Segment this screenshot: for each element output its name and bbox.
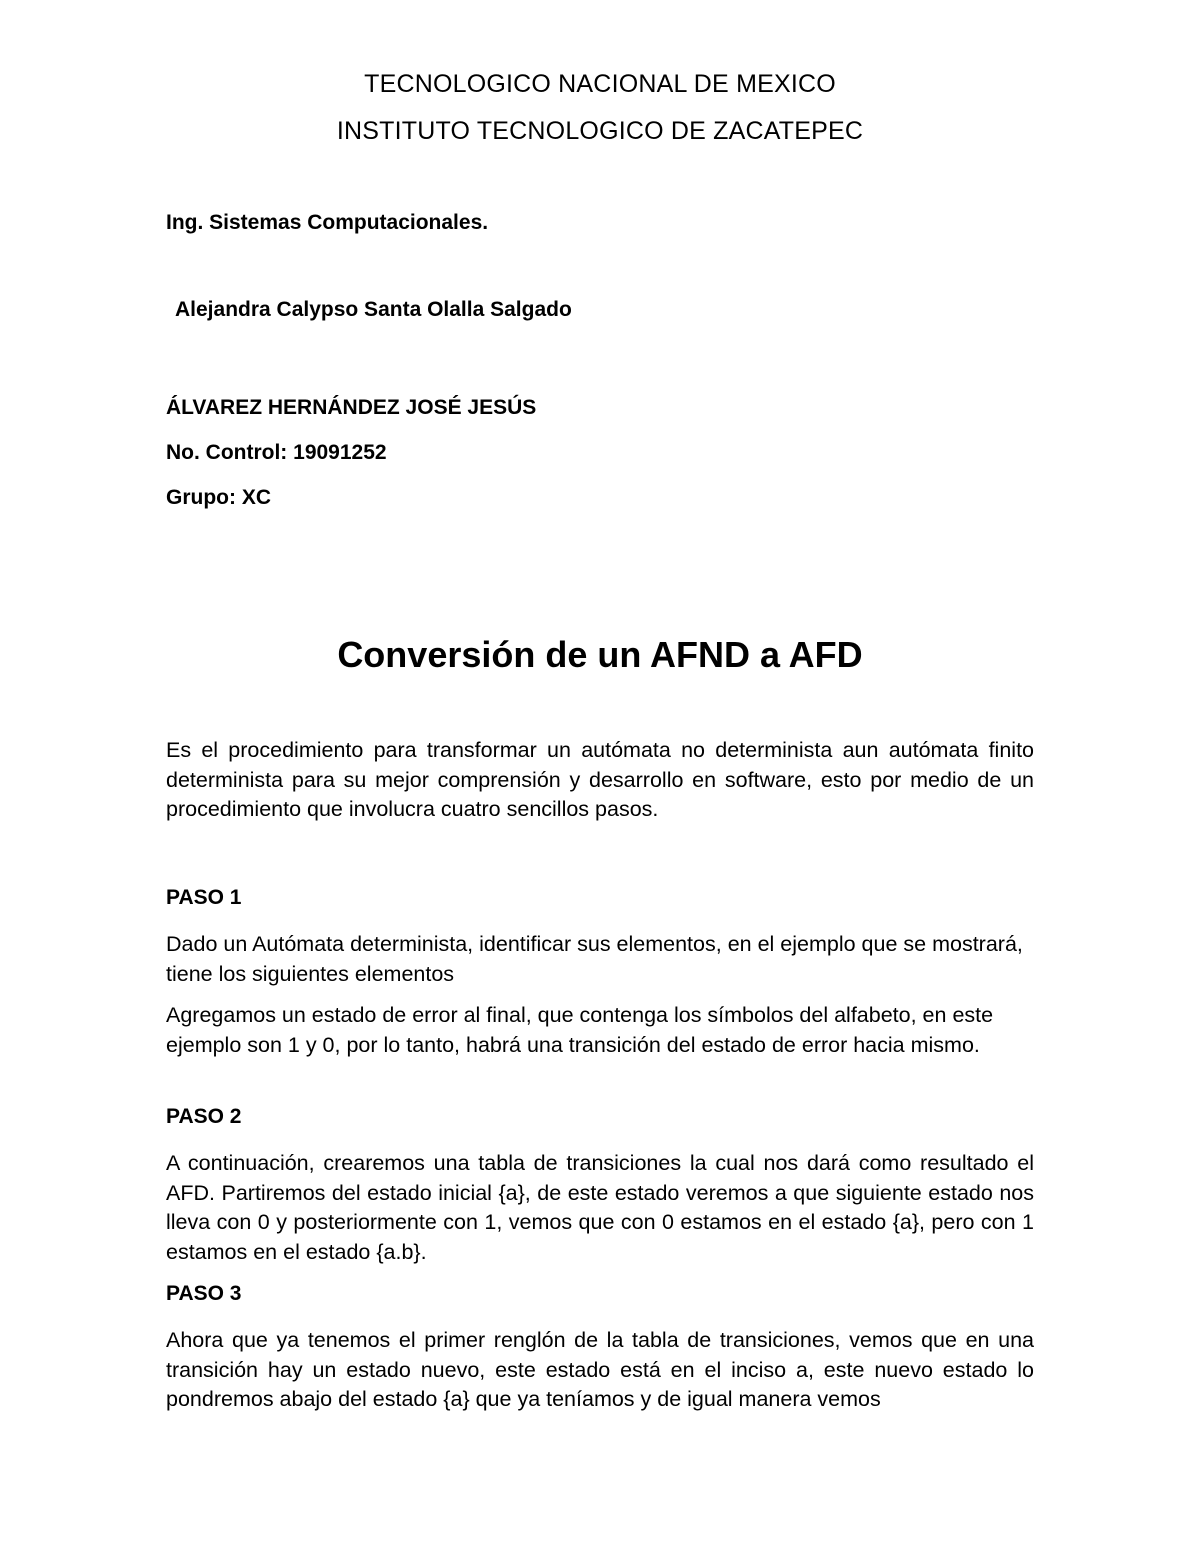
document-title: Conversión de un AFND a AFD — [337, 634, 863, 675]
intro-paragraph: Es el procedimiento para transformar un autómata no determinista aun autómata finito determinista para su mejor comprensión y desarrollo en software, esto por medio de un procedimiento que involucra cuatro sencillos pasos. — [166, 738, 1034, 821]
student-name: ÁLVAREZ HERNÁNDEZ JOSÉ JESÚS — [166, 396, 537, 419]
step-2-paragraph-1: A continuación, crearemos una tabla de transiciones la cual nos dará como resultado el AFD. Partiremos del estado inicial {a}, de este estado veremos a que siguiente estado nos lleva con 0 y posteriormente con 1, vemos que con 0 estamos en el estado {a}, pero con 1 estamos en el estado {a.b}. — [166, 1151, 1034, 1264]
institution-heading: TECNOLOGICO NACIONAL DE MEXICO — [364, 70, 836, 98]
step-3-heading: PASO 3 — [166, 1282, 242, 1305]
group-label: Grupo: XC — [166, 486, 271, 509]
step-3-paragraph-1: Ahora que ya tenemos el primer renglón de la tabla de transiciones, vemos que en una transición hay un estado nuevo, este estado está en el inciso a, este nuevo estado lo pondremos abajo del estado {a} que ya teníamos y de igual manera vemos — [166, 1328, 1034, 1411]
control-number: No. Control: 19091252 — [166, 441, 387, 464]
teacher-name: Alejandra Calypso Santa Olalla Salgado — [175, 298, 572, 321]
career-label: Ing. Sistemas Computacionales. — [166, 211, 489, 234]
campus-heading: INSTITUTO TECNOLOGICO DE ZACATEPEC — [336, 117, 864, 145]
step-1-heading: PASO 1 — [166, 886, 242, 909]
step-2-heading: PASO 2 — [166, 1105, 242, 1128]
step-1-paragraph-2: Agregamos un estado de error al final, que contenga los símbolos del alfabeto, en este ejemplo son 1 y 0, por lo tanto, habrá una transición del estado de error hacia mismo. — [166, 1003, 994, 1057]
step-1-paragraph-1: Dado un Autómata determinista, identificar sus elementos, en el ejemplo que se mostrará, tiene los siguientes elementos — [166, 932, 1023, 986]
